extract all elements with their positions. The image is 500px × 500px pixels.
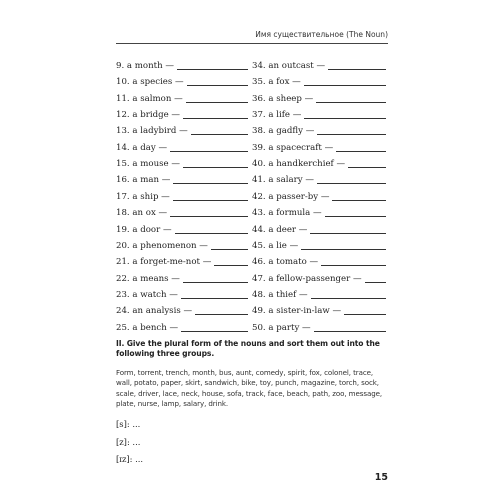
answer-blank[interactable]	[175, 233, 248, 234]
group-s: [s]: ...	[116, 419, 141, 429]
exercise-row	[116, 255, 390, 269]
exercise-item-right	[252, 141, 390, 155]
exercise-row	[116, 239, 390, 253]
exercise-word: 37. a life —	[252, 110, 302, 121]
exercise-item-right	[252, 223, 390, 237]
exercise-word: 12. a bridge —	[116, 110, 181, 121]
exercise-item-left	[116, 206, 252, 220]
section-heading: II. Give the plural form of the nouns and sort them out into the following three groups.	[116, 339, 380, 358]
exercise-word: 20. a phenomenon —	[116, 240, 208, 251]
exercise-row	[116, 173, 390, 187]
exercise-word: 14. a day —	[116, 142, 168, 153]
answer-blank[interactable]	[183, 167, 248, 168]
exercise-item-left	[116, 255, 252, 269]
answer-blank[interactable]	[304, 85, 386, 86]
exercise-row	[116, 321, 390, 335]
exercise-word: 23. a watch —	[116, 289, 178, 300]
exercise-word: 41. a salary —	[252, 175, 314, 186]
exercise-word: 46. a tomato —	[252, 257, 319, 268]
exercise-item-right	[252, 321, 390, 335]
answer-blank[interactable]	[187, 85, 248, 86]
exercise-word: 19. a door —	[116, 224, 172, 235]
answer-blank[interactable]	[321, 265, 386, 266]
answer-blank[interactable]	[310, 233, 386, 234]
exercise-row	[116, 75, 390, 89]
exercise-item-left	[116, 157, 252, 171]
exercise-item-right	[252, 157, 390, 171]
exercise-row	[116, 157, 390, 171]
exercise-item-left	[116, 173, 252, 187]
header-rule	[116, 43, 388, 44]
exercise-row	[116, 124, 390, 138]
exercise-word: 38. a gadfly —	[252, 126, 315, 137]
exercise-word: 18. an ox —	[116, 208, 168, 219]
exercise-item-right	[252, 255, 390, 269]
answer-blank[interactable]	[183, 118, 248, 119]
exercise-item-right	[252, 304, 390, 318]
answer-blank[interactable]	[317, 134, 386, 135]
exercise-word: 10. a species —	[116, 77, 184, 88]
exercise-item-left	[116, 190, 252, 204]
answer-blank[interactable]	[195, 314, 248, 315]
exercise-word: 42. a passer-by —	[252, 191, 330, 202]
answer-blank[interactable]	[311, 298, 386, 299]
group-z: [z]: ...	[116, 437, 141, 447]
answer-blank[interactable]	[316, 102, 386, 103]
exercise-word: 47. a fellow-passenger —	[252, 273, 362, 284]
exercise-item-left	[116, 304, 252, 318]
page-number: 15	[374, 472, 388, 483]
exercise-word: 35. a fox —	[252, 77, 301, 88]
exercise-item-right	[252, 108, 390, 122]
answer-blank[interactable]	[170, 216, 248, 217]
exercise-word: 13. a ladybird —	[116, 126, 188, 137]
exercise-row	[116, 206, 390, 220]
answer-blank[interactable]	[325, 216, 386, 217]
answer-blank[interactable]	[332, 200, 386, 201]
exercise-row	[116, 272, 390, 286]
exercise-item-left	[116, 59, 252, 73]
exercise-item-left	[116, 288, 252, 302]
exercise-item-right	[252, 288, 390, 302]
word-list: Form, torrent, trench, month, bus, aunt, comedy, spirit, fox, colonel, trace, wall, potato, paper, skirt, sandwich, bike, toy, punch, magazine, torch, sock, scale, driver, lace, neck, house, sofa, track, face, beach, path, zoo, message, plate, nurse, lamp, salary, drink.	[116, 368, 383, 408]
exercise-row	[116, 59, 390, 73]
exercise-item-left	[116, 75, 252, 89]
answer-blank[interactable]	[173, 200, 248, 201]
exercise-word: 50. a party —	[252, 322, 311, 333]
exercise-word: 17. a ship —	[116, 191, 170, 202]
exercise-word: 44. a deer —	[252, 224, 308, 235]
exercise-item-left	[116, 272, 252, 286]
exercise-row	[116, 92, 390, 106]
exercise-word: 11. a salmon —	[116, 93, 183, 104]
exercise-word: 36. a sheep —	[252, 93, 314, 104]
exercise-word: 22. a means —	[116, 273, 180, 284]
exercise-item-left	[116, 321, 252, 335]
exercise-item-right	[252, 59, 390, 73]
exercise-item-right	[252, 92, 390, 106]
exercise-item-left	[116, 223, 252, 237]
answer-blank[interactable]	[181, 298, 248, 299]
answer-blank[interactable]	[317, 183, 386, 184]
answer-blank[interactable]	[214, 265, 248, 266]
answer-blank[interactable]	[348, 167, 386, 168]
exercise-row	[116, 108, 390, 122]
exercise-item-right	[252, 173, 390, 187]
exercise-item-left	[116, 141, 252, 155]
answer-blank[interactable]	[177, 69, 248, 70]
answer-blank[interactable]	[314, 331, 386, 332]
exercise-row	[116, 223, 390, 237]
answer-blank[interactable]	[328, 69, 386, 70]
exercise-row	[116, 190, 390, 204]
exercise-word: 15. a mouse —	[116, 159, 180, 170]
running-title: Имя существительное (The Noun)	[255, 30, 388, 39]
exercise-word: 43. a formula —	[252, 208, 322, 219]
exercise-item-right	[252, 206, 390, 220]
answer-blank[interactable]	[173, 183, 248, 184]
group-iz: [ɪz]: ...	[116, 454, 144, 464]
exercise-word: 39. a spacecraft —	[252, 142, 334, 153]
exercise-item-left	[116, 108, 252, 122]
exercise-word: 25. a bench —	[116, 322, 179, 333]
exercise-word: 48. a thief —	[252, 289, 308, 300]
answer-blank[interactable]	[186, 102, 248, 103]
exercise-row	[116, 304, 390, 318]
answer-blank[interactable]	[301, 249, 386, 250]
exercise-item-right	[252, 239, 390, 253]
exercise-item-right	[252, 75, 390, 89]
answer-blank[interactable]	[181, 331, 248, 332]
exercise-word: 45. a lie —	[252, 240, 299, 251]
exercise-row	[116, 141, 390, 155]
exercise-word: 16. a man —	[116, 175, 171, 186]
answer-blank[interactable]	[304, 118, 386, 119]
answer-blank[interactable]	[183, 282, 248, 283]
exercise-word: 40. a handkerchief —	[252, 159, 346, 170]
exercise-word: 24. an analysis —	[116, 306, 193, 317]
answer-blank[interactable]	[211, 249, 248, 250]
exercise-word: 21. a forget-me-not —	[116, 257, 212, 268]
answer-blank[interactable]	[344, 314, 386, 315]
exercise-item-left	[116, 92, 252, 106]
exercise-item-left	[116, 124, 252, 138]
exercise-item-left	[116, 239, 252, 253]
exercise-item-right	[252, 124, 390, 138]
exercise-word: 34. an outcast —	[252, 61, 326, 71]
exercise-row	[116, 288, 390, 302]
exercise-item-right	[252, 190, 390, 204]
exercise-item-right	[252, 272, 390, 286]
answer-blank[interactable]	[191, 134, 248, 135]
answer-blank[interactable]	[336, 151, 386, 152]
exercise-word: 49. a sister-in-law —	[252, 306, 342, 317]
exercise-word: 9. a month —	[116, 61, 174, 71]
answer-blank[interactable]	[170, 151, 248, 152]
answer-blank[interactable]	[365, 282, 386, 283]
